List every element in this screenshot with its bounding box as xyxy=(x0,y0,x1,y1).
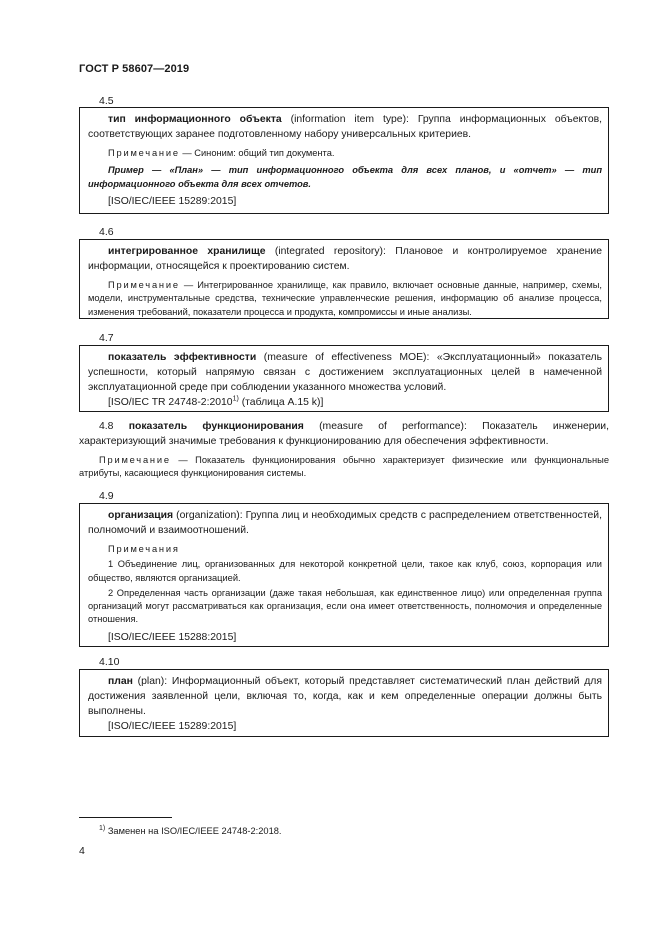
term-4-9: организация xyxy=(108,510,174,521)
note-4-5: Примечание — Синоним: общий тип документа. xyxy=(108,148,335,158)
entry-number-4-8: 4.8 xyxy=(99,421,114,432)
term-4-6: интегрированное хранилище xyxy=(108,246,266,257)
reference-4-5: [ISO/IEC/IEEE 15289:2015] xyxy=(108,195,237,207)
term-4-8: показатель функционирования xyxy=(128,421,304,432)
entry-definition-4-5: тип информационного объекта (information item type): Группа информационных объектов, соответствующих заранее подготовленному набору универсальных критериев. xyxy=(88,114,603,140)
entry-box-4-7 xyxy=(79,345,609,412)
term-4-5: тип информационного объекта xyxy=(108,114,282,125)
entry-number-4-10: 4.10 xyxy=(99,656,120,668)
example-4-5: Пример — «План» — тип информационного объекта для всех планов, и «отчет» — тип информационного объекта для всех отчетов. xyxy=(88,165,602,189)
note-4-6: Примечание — Интегрированное хранилище, как правило, включает основные данные, например, схемы, модели, инструментальные средства, технические управленческие решения, информацию об анализе процесса, изменения требований, показатели процесса и продукта, компромиссы и иные анализы. xyxy=(88,280,602,317)
notes-label-4-9: Примечания xyxy=(108,544,180,554)
note-label: Примечание xyxy=(108,280,180,290)
entry-box-4-5 xyxy=(79,107,609,214)
term-4-7: показатель эффективности xyxy=(108,352,257,363)
note-4-8: Примечание — Показатель функционирования обычно характеризует физические или функциональные атрибуты, касающиеся функционирования системы. xyxy=(79,455,609,479)
footnote: $^{1)}$ Заменен на ISO/IEC/IEEE 24748-2:2018. xyxy=(99,824,282,836)
entry-4-8 xyxy=(79,419,609,481)
note-label: Примечание xyxy=(108,148,180,158)
footnote-marker: 1) xyxy=(232,395,239,403)
entry-definition-4-6: интегрированное хранилище (integrated repository): Плановое и контролируемое хранение информации, относящейся к проектированию систем. xyxy=(88,246,602,272)
entry-box-4-6 xyxy=(79,239,609,319)
entry-box-4-10 xyxy=(79,669,609,737)
entry-definition-4-10: план (plan): Информационный объект, который представляет систематический план действий для достижения заявленной цели, включая то, когда, как и кем определенные операции должны быть выполнены. xyxy=(88,676,602,717)
note-1-4-9: 1 Объединение лиц, организованных для некоторой конкретной цели, такое как клуб, союз, корпорация или общество, являются организацией. xyxy=(88,559,602,583)
entry-number-4-6: 4.6 xyxy=(99,226,114,238)
entry-number-4-9: 4.9 xyxy=(99,490,114,502)
footnote-divider xyxy=(79,817,172,818)
note-label: Примечание xyxy=(99,455,171,465)
entry-definition-4-9: организация (organization): Группа лиц и необходимых средств с распределением ответственностей, полномочий и взаимоотношений. xyxy=(88,510,602,536)
entry-number-4-5: 4.5 xyxy=(99,95,114,107)
page-header: ГОСТ Р 58607—2019 xyxy=(79,63,190,75)
entry-box-4-9 xyxy=(79,503,609,647)
term-4-10: план xyxy=(108,676,133,687)
reference-4-7: [ISO/IEC TR 24748-2:2010$^{1)}$ (таблица А.15 k)] xyxy=(108,395,324,408)
reference-4-10: [ISO/IEC/IEEE 15289:2015] xyxy=(108,721,237,732)
note-2-4-9: 2 Определенная часть организации (даже такая небольшая, как единственное лицо) или определенная группа организаций могут рассматриваться как организация, если она имеет ответственность, полномочия и определенные отношения. xyxy=(88,587,602,625)
entry-definition-4-7: показатель эффективности (measure of effectiveness MOE): «Эксплуатационный» показатель успешности, который напрямую связан с достижением эксплуатационных целей в намеченной эксплуатационной среде при соблюдении указанного множества условий. xyxy=(88,352,602,393)
entry-definition-4-8: 4.8 показатель функционирования (measure of performance): Показатель инженерии, характеризующий значимые требования к функционированию для обеспечения эффективности. xyxy=(79,421,609,447)
entry-number-4-7: 4.7 xyxy=(99,332,114,344)
page-number: 4 xyxy=(79,845,85,857)
reference-4-9: [ISO/IEC/IEEE 15288:2015] xyxy=(108,631,237,643)
